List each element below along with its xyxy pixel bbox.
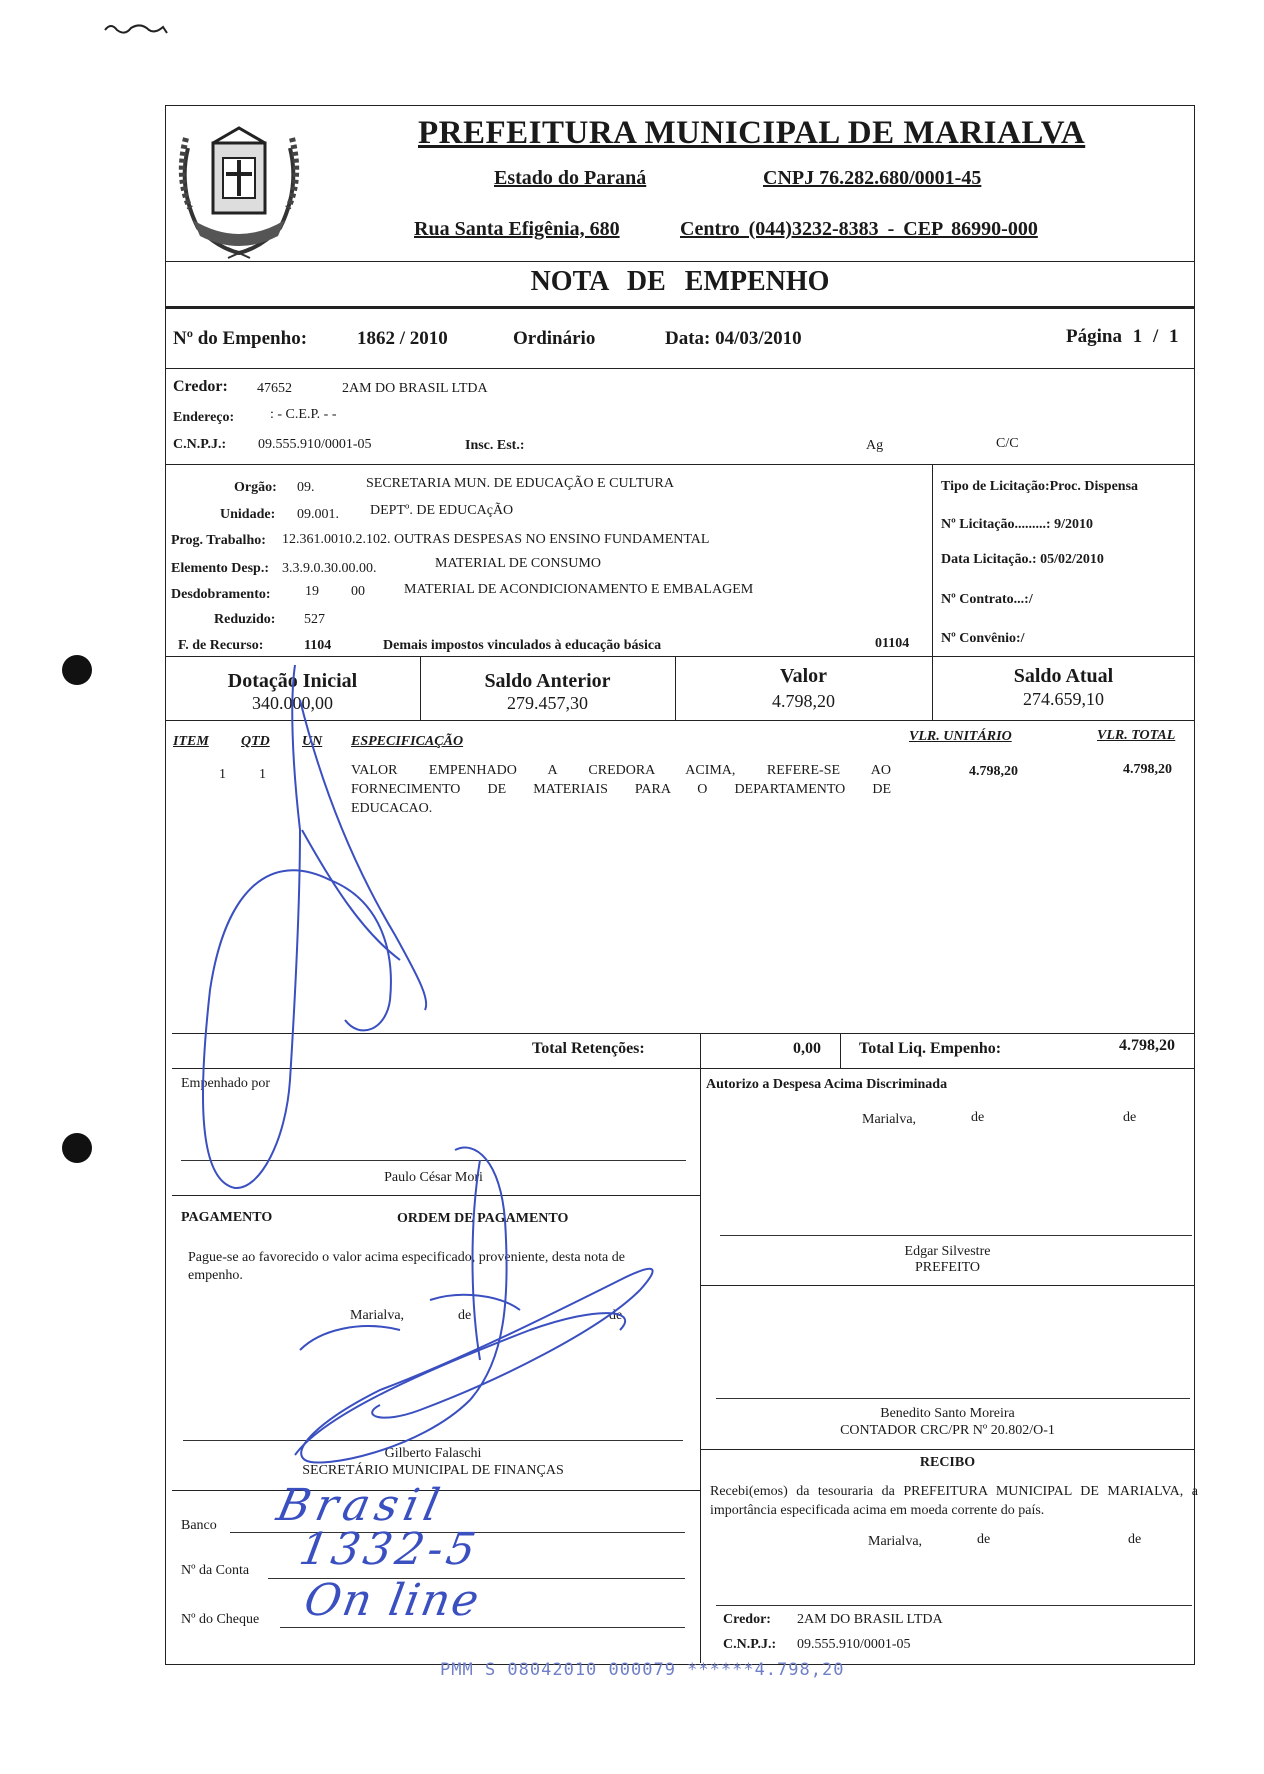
items-header-un: UN [302, 734, 323, 749]
autorizo-label: Autorizo a Despesa Acima Discriminada [706, 1077, 948, 1092]
recurso-code: 1104 [304, 638, 332, 653]
contador-role: CONTADOR CRC/PR Nº 20.802/O-1 [840, 1423, 1055, 1438]
conta-label: Nº da Conta [181, 1563, 250, 1578]
doc-title: NOTA DE EMPENHO [530, 266, 830, 297]
desdob-sub: 00 [351, 584, 365, 599]
item-qtd: 1 [259, 767, 266, 782]
items-header-vlr-total: VLR. TOTAL [1097, 728, 1176, 743]
empenho-number: 1862 / 2010 [357, 328, 448, 349]
unidade-name: DEPTº. DE EDUCAçÃO [370, 503, 514, 518]
autorizo-de1: de [971, 1110, 985, 1125]
pagamento-signer: Gilberto Falaschi [384, 1446, 482, 1461]
recibo-de2: de [1128, 1532, 1142, 1547]
credor-name: 2AM DO BRASIL LTDA [342, 381, 488, 396]
credor-label: Credor: [173, 378, 228, 395]
header-cnpj: CNPJ 76.282.680/0001-45 [763, 167, 982, 189]
orgao-code: 09. [297, 480, 315, 495]
pagamento-label: PAGAMENTO [181, 1210, 273, 1225]
ordem-pagamento-label: ORDEM DE PAGAMENTO [397, 1211, 569, 1226]
pagamento-de2: de [609, 1308, 623, 1323]
credor-code: 47652 [257, 381, 292, 396]
elemento-label: Elemento Desp.: [171, 561, 269, 576]
dotacao-label: Dotação Inicial [227, 670, 358, 692]
cnpj-label: C.N.P.J.: [173, 437, 227, 452]
elemento-name: MATERIAL DE CONSUMO [435, 556, 601, 571]
insc-label: Insc. Est.: [465, 438, 525, 453]
header-title: PREFEITURA MUNICIPAL DE MARIALVA [418, 115, 1086, 151]
elemento-code: 3.3.9.0.30.00.00. [282, 561, 377, 576]
recibo-label: RECIBO [919, 1455, 976, 1470]
saldo-atual-label: Saldo Atual [1013, 665, 1114, 687]
licitacao-contrato: Nº Contrato...:/ [941, 592, 1033, 607]
reduzido-value: 527 [304, 612, 325, 627]
orgao-name: SECRETARIA MUN. DE EDUCAÇÃO E CULTURA [366, 476, 674, 491]
empenho-page: Página 1 / 1 [1066, 326, 1179, 347]
valor-label: Valor [779, 665, 828, 687]
autorizo-signer: Edgar Silvestre [904, 1244, 991, 1259]
recibo-cnpj-label: C.N.P.J.: [723, 1637, 777, 1652]
recibo-de1: de [977, 1532, 991, 1547]
contador-signer: Benedito Santo Moreira [880, 1406, 1015, 1421]
item-number: 1 [219, 767, 226, 782]
pagamento-text: Pague-se ao favorecido o valor acima especificado, proveniente, desta nota de empenho. [188, 1250, 625, 1283]
item-spec-line-3: EDUCACAO. [351, 801, 433, 816]
recibo-credor-value: 2AM DO BRASIL LTDA [797, 1612, 943, 1627]
licitacao-convenio: Nº Convênio:/ [941, 631, 1025, 646]
orgao-label: Orgão: [234, 480, 277, 495]
item-spec-line-2: FORNECIMENTO DE MATERIAIS PARA O DEPARTAMENTO DE [351, 782, 891, 797]
prog-value: 12.361.0010.2.102. OUTRAS DESPESAS NO ENSINO FUNDAMENTAL [282, 532, 710, 547]
saldo-anterior-value: 279.457,30 [507, 693, 588, 713]
autorizo-city: Marialva, [862, 1112, 917, 1127]
cnpj-value: 09.555.910/0001-05 [258, 437, 372, 452]
address-label: Endereço: [173, 410, 235, 425]
ag-label: Ag [866, 438, 884, 453]
payment-stamp: PMM S 08042010 000079 ******4.798,20 [440, 1660, 845, 1680]
recurso-code2: 01104 [875, 636, 910, 651]
items-header-vlr-unit: VLR. UNITÁRIO [909, 729, 1012, 744]
empenhado-signer: Paulo César Mori [384, 1170, 483, 1185]
autorizo-de2: de [1123, 1110, 1137, 1125]
cheque-label: Nº do Cheque [181, 1612, 260, 1627]
desdob-code: 19 [305, 584, 319, 599]
licitacao-data: Data Licitação.: 05/02/2010 [941, 552, 1104, 567]
recurso-desc: Demais impostos vinculados à educação básica [383, 638, 662, 653]
pagamento-city: Marialva, [350, 1308, 405, 1323]
pagamento-role: SECRETÁRIO MUNICIPAL DE FINANÇAS [302, 1463, 564, 1478]
banco-handwritten-value: Brasil [272, 1480, 450, 1531]
recibo-cnpj-value: 09.555.910/0001-05 [797, 1637, 911, 1652]
unidade-code: 09.001. [297, 507, 339, 522]
licitacao-numero: Nº Licitação.........: 9/2010 [941, 517, 1093, 532]
retencoes-value: 0,00 [793, 1040, 821, 1057]
prog-label: Prog. Trabalho: [171, 533, 266, 548]
desdob-label: Desdobramento: [171, 587, 271, 602]
retencoes-label: Total Retenções: [532, 1040, 645, 1057]
recibo-city: Marialva, [868, 1534, 923, 1549]
header-state: Estado do Paraná [494, 167, 647, 189]
empenho-type: Ordinário [513, 328, 596, 349]
header-address: Rua Santa Efigênia, 680 [414, 218, 620, 240]
conta-handwritten-value: 1332-5 [295, 1524, 484, 1575]
header-contact: Centro (044)3232-8383 - CEP 86990-000 [680, 218, 1038, 240]
saldo-atual-value: 274.659,10 [1023, 689, 1104, 709]
cc-label: C/C [996, 436, 1019, 451]
recurso-label: F. de Recurso: [178, 638, 264, 653]
liq-value: 4.798,20 [1119, 1037, 1175, 1054]
desdob-name: MATERIAL DE ACONDICIONAMENTO E EMBALAGEM [404, 582, 754, 597]
cheque-handwritten-value: On line [300, 1575, 485, 1626]
empenhado-label: Empenhado por [181, 1076, 271, 1091]
item-spec-line-1: VALOR EMPENHADO A CREDORA ACIMA, REFERE-SE AO [351, 763, 891, 778]
liq-label: Total Liq. Empenho: [859, 1040, 1002, 1057]
address-value: : - C.E.P. - - [270, 407, 337, 422]
unidade-label: Unidade: [220, 507, 276, 522]
items-header-qtd: QTD [241, 734, 270, 749]
pagamento-de1: de [458, 1308, 472, 1323]
items-header-item: ITEM [173, 734, 209, 749]
reduzido-label: Reduzido: [214, 612, 276, 627]
empenho-date: Data: 04/03/2010 [665, 328, 802, 349]
item-vlr-unit: 4.798,20 [969, 764, 1018, 779]
licitacao-tipo: Tipo de Licitação:Proc. Dispensa [941, 479, 1139, 494]
recibo-credor-label: Credor: [723, 1612, 771, 1627]
empenho-label: Nº do Empenho: [173, 328, 308, 349]
dotacao-value: 340.000,00 [252, 693, 333, 713]
autorizo-role: PREFEITO [914, 1260, 981, 1275]
items-header-espec: ESPECIFICAÇÃO [351, 734, 464, 749]
valor-value: 4.798,20 [772, 691, 835, 711]
item-vlr-total: 4.798,20 [1123, 762, 1172, 777]
recibo-text: Recebi(emos) da tesouraria da PREFEITURA MUNICIPAL DE MARIALVA, a importância especificada acima em moeda corrente do país. [710, 1484, 1198, 1518]
banco-label: Banco [181, 1518, 217, 1533]
saldo-anterior-label: Saldo Anterior [484, 670, 611, 692]
